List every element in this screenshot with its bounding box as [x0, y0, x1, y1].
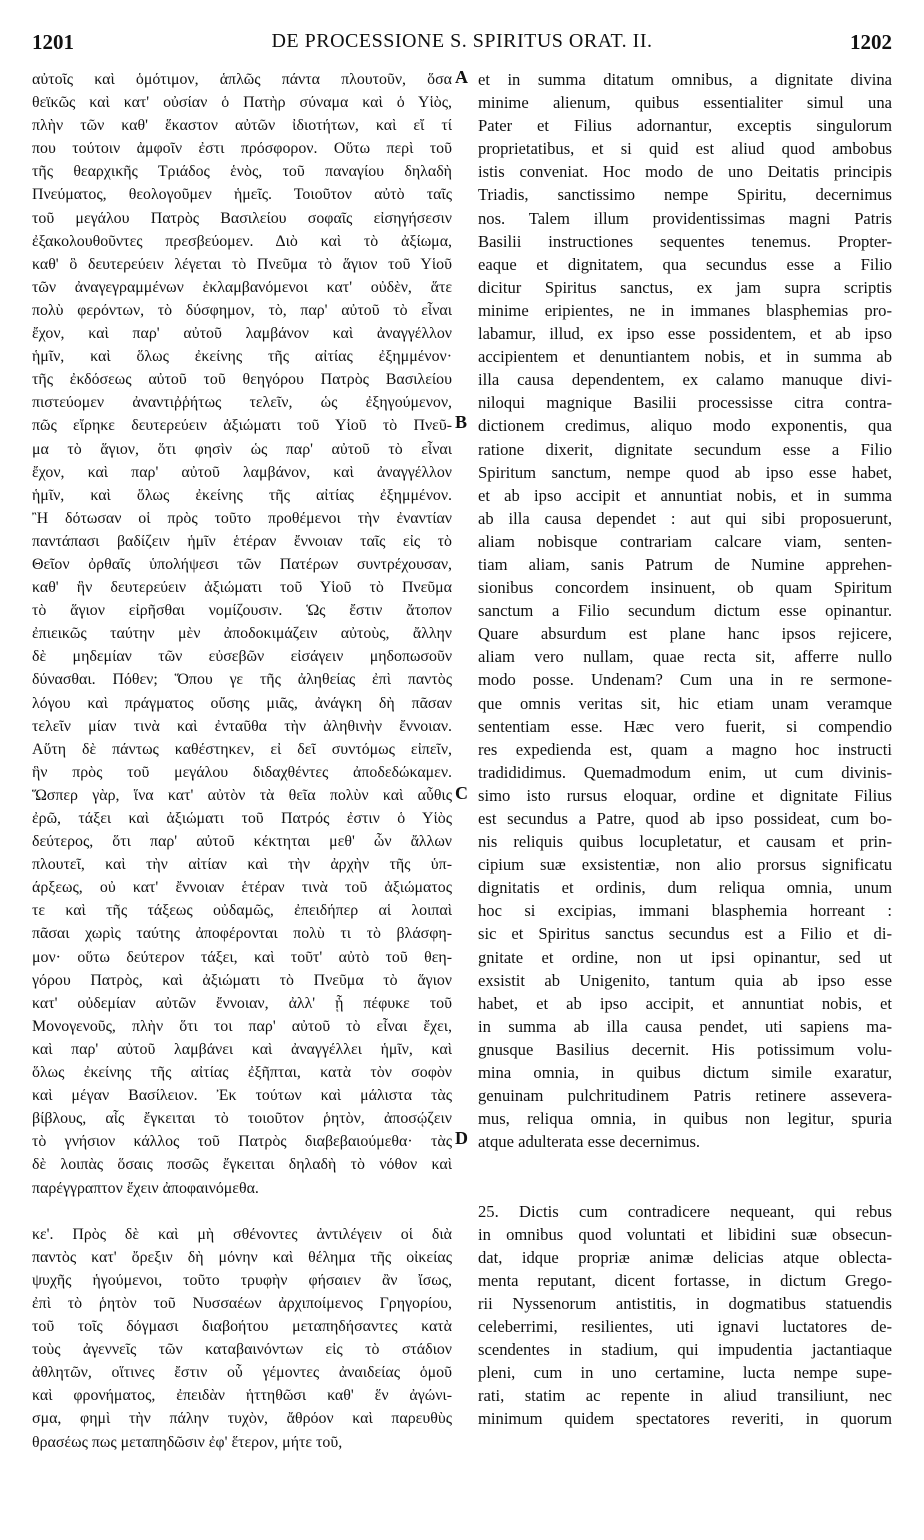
latin-text-line: dicitur Spiritus sanctus, ex jam supra scriptis [478, 277, 892, 297]
running-title: DE PROCESSIONE S. SPIRITUS ORAT. II. [271, 30, 653, 52]
greek-text-line: ἡμῖν, καὶ ὅλως ἐκείνης τῆς αἰτίας ἐξημμένον· [32, 348, 452, 366]
greek-text-line: κε'. Πρὸς δὲ καὶ μὴ σθένοντες ἀντιλέγειν οἱ διὰ [32, 1225, 452, 1243]
latin-text-line: aliam vero nullam, quae recta sit, afferre nullo [478, 647, 892, 667]
greek-text-line: πλὴν τῶν καθ' ἕκαστον αὐτῶν ἰδιοτήτων, καὶ εἴ τί [32, 117, 452, 135]
latin-text-line: modo posse. Undenam? Cum una in re sermone- [478, 670, 892, 690]
greek-text-line: αὐτοῖς καὶ ὁμότιμον, ἁπλῶς πάντα πλουτοῦν, ὅσα [32, 71, 452, 88]
latin-text-line: proprietatibus, et si quid est aliud quod ambobus [478, 139, 892, 159]
latin-text-line: nos. Talem illum providentissimas magni Patris [478, 208, 892, 228]
latin-text-line: sententiam esse. Hæc vero fuerit, si compendio [478, 716, 892, 736]
page-number-right: 1202 [850, 30, 892, 54]
greek-text-line: ἡμῖν, καὶ ὅλως ἐκείνης τῆς αἰτίας ἐξημμένον. [32, 486, 452, 504]
greek-text-line: δὲ λοιπὰς ὅσαις ποσῶς ἔγκειται δηλαδὴ τὸ νόθον καὶ [32, 1156, 452, 1174]
greek-text-line: τὸ γνήσιον κάλλος τοῦ Πατρὸς διαβεβαιούμεθα· τὰς [32, 1133, 452, 1151]
greek-text-line: τοῦ τοῖς δόγμασι διαβοήτου μεταπηδήσαντες κατὰ [32, 1318, 452, 1336]
greek-text-line: τε καὶ τῆς τάξεως οὐδαμῶς, ἐπειδήπερ αἱ λοιπαὶ [32, 902, 452, 920]
greek-text-line: πιστεύομεν ἀναντιῤῥήτως τελεῖν, ὡς ἐξηγούμενον, [32, 394, 452, 412]
greek-text-line: Αὕτη δὲ πάντως καθέστηκεν, εἰ δεῖ συντόμως εἰπεῖν, [32, 740, 452, 758]
greek-text-line: λόγου καὶ πράγματος οὔσης μιᾶς, ἀνάγκη δὴ πᾶσαν [32, 694, 452, 712]
section-marker-a: A [455, 67, 468, 87]
latin-text-line: dictionem credimus, aliquo modo exponentis, qua [478, 416, 892, 436]
latin-text-line: sanctum a Filio secundum dictum esse opinantur. [478, 601, 892, 621]
greek-text-line: ἐρῶ, τάξει καὶ ἀξιώματι τοῦ Πατρός ἐστιν ὁ Υἱὸς [32, 810, 452, 827]
latin-text-line: istis conveniat. Hoc modo de uno Deitatis principis [478, 162, 892, 182]
latin-text-line: ratione dixerit, dignitate secundum esse a Filio [478, 439, 892, 459]
latin-text-line: Basilii instructiones sequentes tenemus. Propter- [478, 231, 892, 251]
greek-text-line: ἣν πρὸς τοῦ μεγάλου διδαχθέντες ἀποδεδώκαμεν. [32, 763, 452, 781]
greek-text-line: ὅλως ἐκείνης τῆς αἰτίας ἐξῆπται, κατὰ τὸν σοφὸν [32, 1064, 452, 1082]
latin-text-line: hoc si excipias, immani blasphemia horreant : [478, 901, 892, 921]
greek-text-line: θεϊκῶς καὶ κατ' οὐσίαν ὁ Πατὴρ σύναμα καὶ ὁ Υἱὸς, [32, 94, 452, 112]
greek-text-line: τοῦ μεγάλου Πατρὸς Βασιλείου σοφαῖς εἰσηγήσεσιν [32, 209, 452, 227]
latin-text-line: labamur, illud, ex ipso esse possidentem, et ab ipso [478, 324, 892, 344]
latin-text-line: simo isto rursus eloquar, ordine et dignitate Filius [478, 785, 892, 805]
latin-text-line: tradididimus. Quemadmodum enim, ut cum divinis- [478, 762, 892, 782]
latin-text-line: mus, reliqua omnia, in quibus non legitur, spuria [478, 1109, 892, 1129]
greek-text-line: πολὺ φερόντων, τὸ δύσφημον, τὸ, παρ' αὐτοῦ τὸ εἶναι [32, 301, 452, 319]
latin-text-line: et in summa ditatum omnibus, a dignitate divina [478, 70, 892, 89]
latin-text-line: Quare absurdum est plane hanc ipsos rejicere, [478, 624, 892, 644]
page-number-left: 1201 [32, 30, 74, 54]
latin-text-line: pleni, cum in uno certamine, lucta nempe supe- [478, 1363, 892, 1383]
latin-text-line: scendentes in stadium, qui impudentia jactantiaque [478, 1340, 892, 1360]
greek-text-line: ψυχῆς ἡγούμενοι, τοῦτο τρυφὴν φήσαιεν ἂν ἴσως, [32, 1271, 452, 1289]
latin-text-line: in omnibus quod voluntati et libidini suæ obsecun- [478, 1224, 892, 1244]
greek-text-line: παντὸς κατ' ὄρεξιν δὴ μόνην καὶ θέλημα τῆς οἰκείας [32, 1248, 452, 1266]
latin-text-line: aliam nobisque contrariam calcare viam, senten- [478, 531, 892, 551]
greek-text-line: Μονογενοῦς, πλὴν ὅτι τοι παρ' αὐτοῦ τὸ εἶναι ἔχει, [32, 1017, 452, 1035]
latin-text-line: rati, statim ac repente in aliud transiliunt, nec [478, 1386, 892, 1406]
latin-text-line: minime eripientes, ne in immanes blasphemias pro- [478, 300, 892, 320]
latin-text-line: Spiritum sanctum, nempe quod ab ipso esse habet, [478, 462, 892, 482]
latin-text-line: rii Nyssenorum antistitis, in dogmatibus statuendis [478, 1293, 892, 1313]
greek-text-line: βίβλους, αἷς ἔγκειται τὸ τοιοῦτον ῥητὸν, ἀποσῴζειν [32, 1110, 452, 1128]
latin-text-line: habet, et ab ipso accipit, et annuntiat nobis, et [478, 993, 892, 1013]
latin-text-line: tiam aliam, sanis Patrum de Numine apprehen- [478, 554, 892, 574]
greek-text-line: τὸ ἅγιον εἰρῆσθαι νομίζουσιν. Ὡς ἔστιν ἄτοπον [32, 602, 452, 620]
greek-text-line: τοὺς ἀγεννεῖς τῶν καταβαινόντων εἰς τὸ στάδιον [32, 1341, 452, 1359]
greek-text-line: δύνασθαι. Πόθεν; Ὅπου γε τῆς ἀληθείας ἐπὶ παντὸς [32, 671, 452, 689]
latin-text-line: in summa ab illa causa pendet, uti sapiens ma- [478, 1016, 892, 1036]
greek-text-line: τῆς ἐκδόσεως αὐτοῦ τοῦ θεηγόρου Πατρὸς Βασιλείου [32, 371, 452, 389]
greek-text-line: γόρου Πατρὸς, καὶ ἀξιώματι τὸ Πνεῦμα τὸ ἅγιον [32, 971, 452, 989]
greek-text-line: που τούτοιν ἀμφοῖν ἐστι πρόσφορον. Οὕτω περὶ τοῦ [32, 140, 452, 158]
section-marker-c: C [455, 783, 468, 803]
greek-text-line: θρασέως πως μεταπηδῶσιν ἐφ' ἕτερον, μήτε τοῦ, [32, 1433, 343, 1451]
latin-text-line: cipium suæ exsistentiæ, non alio prorsus significatu [478, 855, 892, 875]
latin-text-line: 25. Dictis cum contradicere nequeant, qui rebus [478, 1201, 892, 1221]
latin-text-line: eaque et dignitatem, qua secundus esse a Filio [478, 254, 892, 274]
greek-text-line: ἔχον, καὶ παρ' αὐτοῦ λαμβάνον καὶ ἀναγγέλλον [32, 325, 452, 343]
latin-text-line: Triadis, sanctissimo nempe Spiritu, decernimus [478, 185, 892, 205]
greek-text-line: δὲ μηδεμίαν τῶν εὐσεβῶν εἰσάγειν μηδοπωσοῦν [32, 648, 452, 666]
latin-text-line: menta reputant, dicent fortasse, in dictum Grego- [478, 1270, 892, 1290]
greek-text-line: τελεῖν μίαν τινὰ καὶ ἐνταῦθα τὴν ἀληθινὴν ἔννοιαν. [32, 717, 452, 735]
greek-text-line: Πνεύματος, θεολογοῦμεν ἡμεῖς. Τοιοῦτον αὐτὸ ταῖς [32, 186, 452, 204]
greek-text-line: ἐπιεικῶς ταύτην μὲν ἀποδοκιμάζειν αὐτοὺς, ἄλλην [32, 625, 452, 643]
latin-text-line: minime alienum, quibus essentialiter simul una [478, 93, 892, 113]
greek-text-line: ἐπὶ τὸ ῥητὸν τοῦ Νυσσαέων ἀρχιποίμενος Γρηγορίου, [32, 1294, 452, 1312]
greek-text-line: δεύτερος, ὅτι παρ' αὐτοῦ κέκτηται μεθ' ὧν ἄλλων [32, 833, 452, 851]
greek-text-line: άρξεως, οὐ κατ' ἔννοιαν ἑτέραν τινὰ τοῦ ἀξιώματος [32, 879, 452, 897]
greek-text-line: πλουτεῖ, καὶ τὴν αἰτίαν καὶ τὴν ἀρχὴν τῆς ὑπ- [32, 856, 452, 874]
greek-text-line: καθ' ἣν δευτερεύειν ἀξιώματι τοῦ Υἱοῦ τὸ Πνεῦμα [32, 579, 452, 597]
latin-text-line: niloqui magnique Basilii processisse citra contra- [478, 393, 892, 413]
latin-text-line: que omnis veritas sit, hic etiam unam veramque [478, 693, 892, 713]
latin-text-line: minimum quidem spectatores reveriti, in quorum [478, 1409, 892, 1429]
greek-text-line: τῆς θεαρχικῆς Τριάδος ἑνὸς, τοῦ παναγίου δηλαδὴ [32, 163, 452, 181]
greek-text-line: πῶς εἴρηκε δευτερεύειν ἀξιώματι τοῦ Υἱοῦ τὸ Πνεῦ- [32, 417, 452, 435]
latin-text-line: sionibus concordem insinuent, ob quam Spiritum [478, 578, 892, 598]
greek-text-line: καὶ παρ' αὐτοῦ λαμβάνει καὶ ἀναγγέλλει ἡμῖν, καὶ [32, 1040, 452, 1058]
latin-text-line: gnitate et ordine, non ut ipsi opinantur, sed ut [478, 947, 892, 967]
greek-text-line: σμα, φημὶ τὴν πάλην τυχὸν, ἄθρόον καὶ παρευθὺς [32, 1410, 452, 1428]
latin-text-line: exsistit ab Unigenito, tantum quia ab ipso esse [478, 970, 892, 990]
greek-text-line: ἐξακολουθοῦντες πρεσβεύομεν. Διὸ καὶ τὸ ἀξίωμα, [32, 232, 452, 250]
greek-text-line: Ἢ δότωσαν οἱ πρὸς τοῦτο προθέμενοι τὴν ἐναντίαν [32, 509, 452, 527]
latin-text-line: accipientem et denuntiantem nobis, et in summa ab [478, 347, 892, 367]
latin-text-line: nis reliquis quibus locupletatur, et causam et prin- [478, 832, 892, 852]
latin-text-line: celeberrimi, resilientes, uti ignavi luctatores de- [478, 1317, 892, 1337]
greek-text-line: Θεῖον ὀρθαῖς ὑπολήψεσι τῶν Πατέρων συντρέχουσαν, [32, 555, 452, 573]
latin-text-line: illa causa dependentem, ex calamo manuque divi- [478, 370, 892, 390]
greek-text-line: καὶ φρονήματος, ἐπειδὰν ἡττηθῶσι καθ' ἕν ἀγώνι- [32, 1387, 452, 1405]
greek-text-line: καὶ μέγαν Βασίλειον. Ἐκ τούτων καὶ μάλιστα τὰς [32, 1087, 452, 1105]
latin-text-line: dignitatis et ordinis, dum reliqua omnia, unum [478, 878, 892, 898]
greek-column [32, 68, 452, 1454]
greek-text-line: μον· οὕτω δεύτερον τάξει, καὶ τοῦτ' αὐτὸ τοῦ θεη- [32, 948, 452, 966]
latin-text-line: dat, idque propriæ animæ delicias atque oblecta- [478, 1247, 892, 1267]
latin-text-line: est secundus a Patre, quod ab ipso possideat, cum bo- [478, 809, 892, 828]
greek-text-line: παρέγγραπτον ἔχειν ἀποφαινόμεθα. [32, 1179, 259, 1197]
section-marker-b: B [455, 412, 468, 432]
greek-text-line: τῶν ἀναγεγραμμένων ἐκλαμβανόμενοι κατ' οὐδὲν, ἅτε [32, 278, 452, 296]
greek-text-line: ἔχον, καὶ παρ' αὐτοῦ λαμβάνον, καὶ ἀναγγέλλον [32, 463, 452, 481]
greek-text-line: ἀθλητῶν, οἵτινες ἔστιν οὗ γέμοντες ἀναιδείας ὁμοῦ [32, 1364, 452, 1382]
latin-text-line: Pater et Filius adornantur, exceptis singulorum [478, 116, 892, 136]
greek-text-line: κατ' οὐδεμίαν αὐτῶν ἔννοιαν, ἀλλ' ᾗ πέφυκε τοῦ [32, 994, 452, 1012]
latin-text-line: mina omnia, in quibus dictum simile exaratur, [478, 1063, 892, 1083]
latin-text-line: res expedienda est, quam a magno hoc instructi [478, 739, 892, 759]
section-marker-d: D [455, 1128, 468, 1148]
paragraph-gap [478, 1177, 892, 1200]
greek-text-line: πᾶσαι χωρὶς ταύτης ἀποφέρονται πολὺ τι τὸ βλάσφη- [32, 925, 452, 943]
latin-text-line: sic et Spiritus sanctus secundus est a Filio et di- [478, 924, 892, 944]
greek-text-line: μα τὸ ἅγιον, ὅτι φησὶν ὡς παρ' αὐτοῦ τὸ εἶναι [32, 440, 452, 458]
latin-text-line: atque adulterata esse decernimus. [478, 1132, 701, 1152]
paragraph-gap [478, 1153, 892, 1176]
page-header [32, 30, 892, 60]
latin-column [478, 68, 892, 1431]
paragraph-gap [32, 1200, 452, 1223]
greek-text-line: Ὥσπερ γὰρ, ἵνα κατ' αὐτὸν τὰ θεῖα πολὺν καὶ αὖθις [32, 786, 452, 804]
latin-text-line: ab illa causa dependet : aut qui sibi proposuerunt, [478, 508, 892, 528]
latin-text-line: et ab ipso accipit et annuntiat nobis, et in summa [478, 485, 892, 505]
latin-text-line: gnusque Basilius decernit. His potissimum volu- [478, 1039, 892, 1059]
latin-text-line: genuinam pulchritudinem Patris retinere assevera- [478, 1086, 892, 1106]
greek-text-line: παντάπασι βαδίζειν ἡμῖν ἑτέραν ἔννοιαν ταῖς εἰς τὸ [32, 532, 452, 550]
greek-text-line: καθ' ὃ δευτερεύειν λέγεται τὸ Πνεῦμα τὸ ἅγιον τοῦ Υἱοῦ [32, 255, 452, 273]
